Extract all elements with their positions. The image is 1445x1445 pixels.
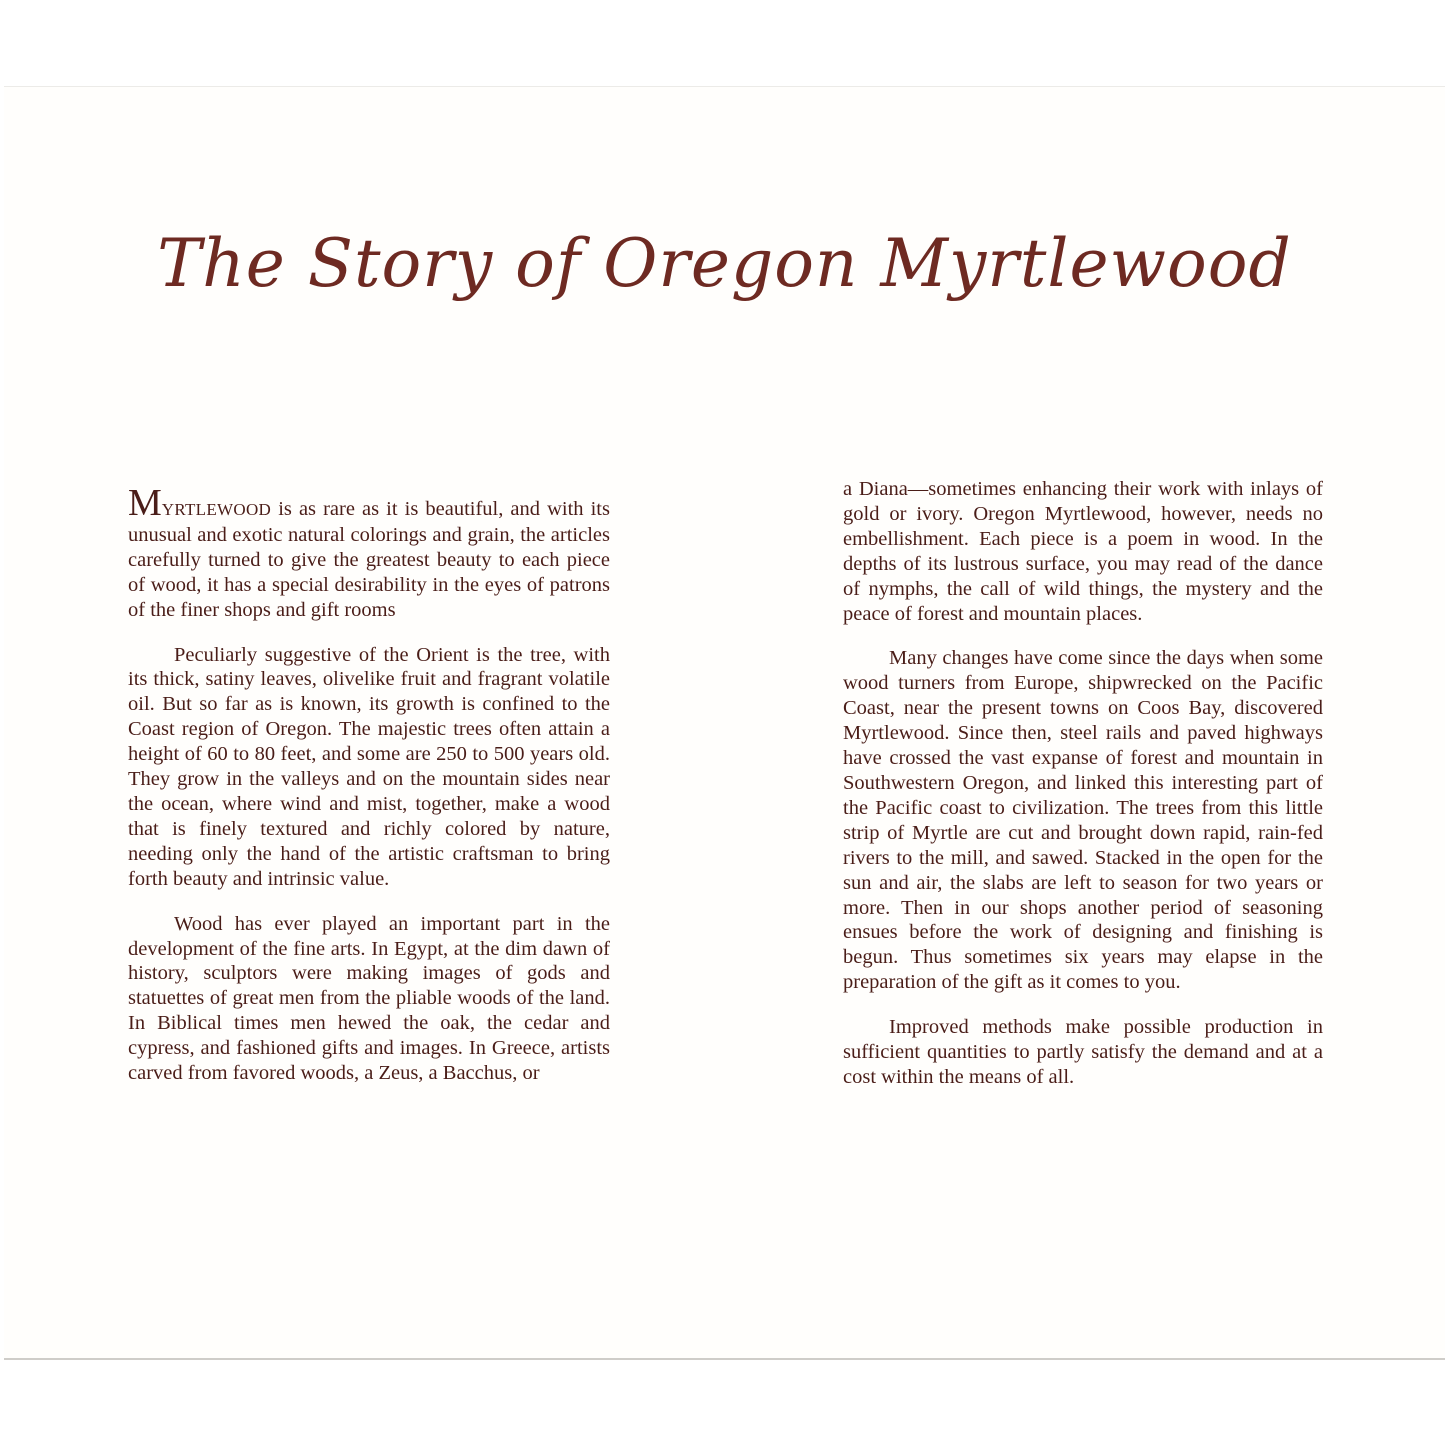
paragraph-methods: Improved methods make possible production in sufficient quantities to partly satisfy the demand and at a cost within the means of all.: [843, 1016, 1323, 1088]
intro-text: is as rare as it is beautiful, and with its unusual and exotic natural colorings and grain, the articles carefully turned to give the greatest beauty to each piece of wood, it has a special desirability in the eyes of patrons of the finer shops and gift rooms: [128, 498, 610, 621]
paragraph-diana: a Diana—sometimes enhancing their work with inlays of gold or ivory. Oregon Myrtlewood, however, needs no embellishment. Each piece is a poem in wood. In the depths of its lustrous surface, you may read of the dance of nymphs, the call of wild things, the mystery and the peace of forest and mountain places.: [843, 478, 1323, 625]
booklet-page: [4, 86, 1445, 1360]
paragraph-intro: [128, 482, 610, 623]
page-title: The Story of Oregon Myrtlewood: [157, 225, 1292, 302]
paragraph-changes: Many changes have come since the days when some wood turners from Europe, shipwrecked on the Pacific Coast, near the present towns on Coos Bay, discovered Myrtlewood. Since then, steel rails and paved highways have crossed the vast expanse of forest and mountain in Southwestern Oregon, and linked this interesting part of the Pacific coast to civilization. The trees from this little strip of Myrtle are cut and brought down rapid, rain-fed rivers to the mill, and sawed. Stacked in the open for the sun and air, the slabs are left to season for two years or more. Then in our shops another period of seasoning ensues before the work of designing and finishing is begun. Thus sometimes six years may elapse in the preparation of the gift as it comes to you.: [843, 647, 1323, 994]
paragraph-fine-arts: Wood has ever played an important part in the development of the fine arts. In Egypt, at the dim dawn of history, sculptors were making images of gods and statuettes of great men from the pliable woods of the land. In Biblical times men hewed the oak, the cedar and cypress, and fashioned gifts and images. In Greece, artists carved from favored woods, a Zeus, a Bacchus, or: [128, 912, 610, 1085]
paragraph-orient: Peculiarly suggestive of the Orient is the tree, with its thick, satiny leaves, olivelike fruit and fragrant volatile oil. But so far as is known, its growth is confined to the Coast region of Oregon. The majestic trees often attain a height of 60 to 80 feet, and some are 250 to 500 years old. They grow in the valleys and on the mountain sides near the ocean, where wind and mist, together, make a wood that is finely textured and richly colored by nature, needing only the hand of the artistic craftsman to bring forth beauty and intrinsic value.: [128, 643, 610, 890]
left-column: [128, 482, 610, 1106]
drop-cap: M: [128, 482, 162, 524]
right-column: [843, 477, 1323, 1110]
lead-word: YRTLEWOOD: [161, 500, 272, 519]
